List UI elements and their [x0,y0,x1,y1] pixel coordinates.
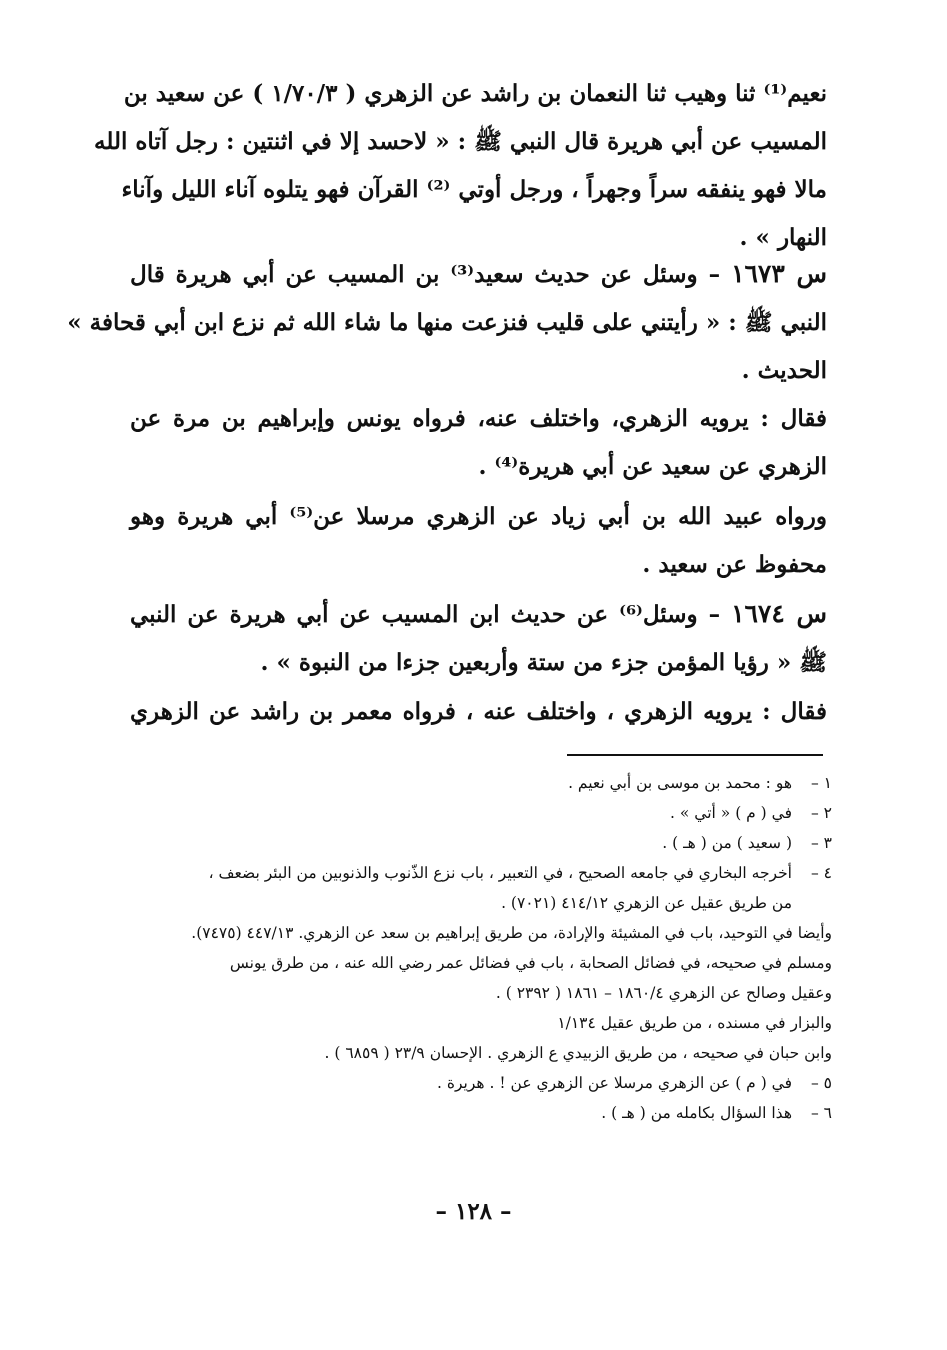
answer-1674 [130,688,827,736]
question-first-line [130,590,827,639]
answer-1673 [130,395,827,491]
footnote-1 [118,768,832,798]
footnote-4-line: ومسلم في صحيحه، في فضائل الصحابة ، باب في فضائل عمر رضي الله عنه ، من طرق يونس [229,954,832,972]
paragraph-hadith-text [94,70,827,262]
footnote-number: ٥ – [810,1074,832,1092]
question-number: س ١٦٧٣ [731,259,827,288]
question-1673 [67,250,827,395]
text-line: محفوظ عن سعيد . [642,551,827,578]
text-line: نعيم⁽¹⁾ ثنا وهيب ثنا النعمان بن راشد عن الزهري ( ١/٧٠/٣ ) عن سعيد بن [123,80,827,107]
footnote-6 [118,1098,832,1128]
text-line: فقال : يرويه الزهري ، واختلف عنه ، فرواه معمر بن راشد عن الزهري [130,698,827,725]
footnote-4 [118,858,832,888]
text-line: – وسئل⁽⁶⁾ عن حديث ابن المسيب عن أبي هريرة عن النبي [130,601,721,628]
footnote-text: هو : محمد بن موسى بن أبي نعيم . [568,774,792,792]
question-1674 [130,590,827,687]
footnote-text: أخرجه البخاري في جامعه الصحيح ، في التعبير ، باب نزع الذّنوب والذنوبين من البئر بضعف ، [208,864,792,882]
footnote-separator [567,754,823,756]
footnote-4-line: من طريق عقيل عن الزهري ٤١٤/١٢ (٧٠٢١) . [501,894,792,912]
text-line: الزهري عن سعيد عن أبي هريرة⁽⁴⁾ . [478,453,827,480]
footnote-text: في ( م ) عن الزهري مرسلا عن الزهري عن ! . هريرة . [437,1074,792,1092]
text-line: – وسئل عن حديث سعيد⁽³⁾ بن المسيب عن أبي هريرة قال [130,261,721,288]
text-line: النهار » . [739,224,827,251]
question-first-line [130,250,827,299]
footnote-number: ٢ – [810,804,832,822]
footnote-3 [118,828,832,858]
question-number: س ١٦٧٤ [731,599,827,628]
text-line: الحديث . [741,357,827,384]
text-line: مالا فهو ينفقه سراً وجهراً ، ورجل أوتي ⁽²⁾ القرآن فهو يتلوه آناء الليل وآناء [121,176,827,203]
footnote-text: في ( م ) « أتي » . [670,804,792,822]
footnote-5 [118,1068,832,1098]
footnote-number: ٣ – [810,834,832,852]
footnote-4-line: وابن حبان في صحيحه ، من طريق الزبيدي ع الزهري . الإحسان ٢٣/٩ ( ٦٨٥٩ ) . [324,1044,832,1062]
text-line: ورواه عبيد الله بن أبي زياد عن الزهري مرسلا عن⁽⁵⁾ أبي هريرة وهو [130,503,827,530]
footnote-number: ١ – [810,774,832,792]
text-line: فقال : يرويه الزهري، واختلف عنه، فرواه يونس وإبراهيم بن مرة عن [130,405,827,432]
footnote-number: ٦ – [810,1104,832,1122]
text-line: النبي ﷺ : « رأيتني على قليب فنزعت منها ما شاء الله ثم نزع ابن أبي قحافة » [67,309,827,336]
text-line: ﷺ « رؤيا المؤمن جزء من ستة وأربعين جزءا من النبوة » . [260,649,827,676]
footnote-text: هذا السؤال بكامله من ( هـ ) . [601,1104,792,1122]
paragraph-riwaya [130,493,827,589]
page-number: – ١٢٨ – [435,1198,512,1225]
footnote-4-line: وعقيل وصالح عن الزهري ١٨٦٠/٤ – ١٨٦١ ( ٢٣٩٢ ) . [495,984,832,1002]
footnote-4-line: وأيضا في التوحيد، باب في المشيئة والإرادة، من طريق إبراهيم بن سعد عن الزهري. ٤٤٧/١٣ (٧٤٧٥). [191,924,832,942]
footnotes [118,768,832,1128]
footnote-number: ٤ – [810,864,832,882]
footnote-2 [118,798,832,828]
footnote-text: ( سعيد ) من ( هـ ) . [662,834,792,852]
text-line: المسيب عن أبي هريرة قال النبي ﷺ : « لاحسد إلا في اثنتين : رجل آتاه الله [94,128,827,155]
footnote-4-line: والبزار في مسنده ، من طريق عقيل ١/١٣٤ [557,1014,832,1032]
